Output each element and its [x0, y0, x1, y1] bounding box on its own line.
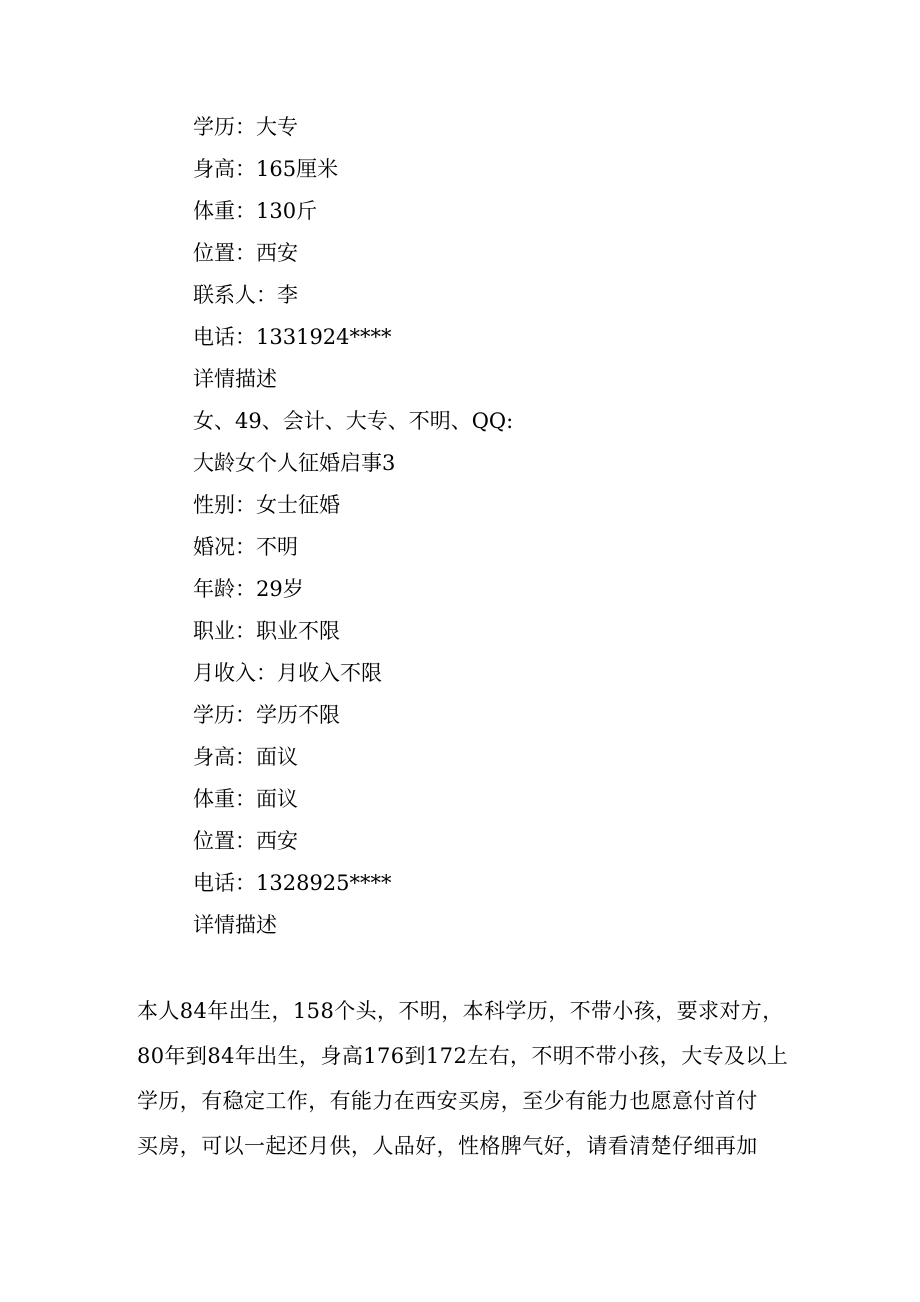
info-line-education: 学历：大专 — [193, 115, 298, 139]
info-line-gender: 性别：女士征婚 — [193, 493, 340, 517]
paragraph-line: 本人84年出生，158个头，不明，本科学历，不带小孩，要求对方， — [137, 999, 784, 1023]
info-line-summary: 女、49、会计、大专、不明、QQ: — [193, 409, 514, 433]
info-line-contact: 联系人：李 — [193, 283, 298, 307]
info-line-height-2: 身高：面议 — [193, 745, 298, 769]
info-line-weight-2: 体重：面议 — [193, 787, 298, 811]
info-line-occupation: 职业：职业不限 — [193, 619, 340, 643]
paragraph-line: 买房，可以一起还月供，人品好，性格脾气好，请看清楚仔细再加 — [137, 1134, 758, 1158]
info-line-location: 位置：西安 — [193, 241, 298, 265]
info-line-height: 身高：165厘米 — [193, 157, 339, 181]
info-line-monthly-income: 月收入：月收入不限 — [193, 661, 382, 685]
listing-title: 大龄女个人征婚启事3 — [193, 451, 396, 475]
info-line-phone: 电话：1331924**** — [193, 325, 392, 349]
paragraph-line: 学历，有稳定工作，有能力在西安买房，至少有能力也愿意付首付 — [137, 1089, 758, 1113]
info-line-location-2: 位置：西安 — [193, 829, 298, 853]
info-line-age: 年龄：29岁 — [193, 577, 304, 601]
info-line-education-2: 学历：学历不限 — [193, 703, 340, 727]
info-line-details-heading-2: 详情描述 — [193, 913, 277, 937]
description-paragraph — [137, 989, 789, 1169]
info-line-marital-status: 婚况：不明 — [193, 535, 298, 559]
info-line-weight: 体重：130斤 — [193, 199, 318, 223]
info-line-details-heading: 详情描述 — [193, 367, 277, 391]
info-lines — [193, 106, 833, 946]
info-line-phone-2: 电话：1328925**** — [193, 871, 392, 895]
paragraph-line: 80年到84年出生，身高176到172左右，不明不带小孩，大专及以上 — [137, 1044, 789, 1068]
